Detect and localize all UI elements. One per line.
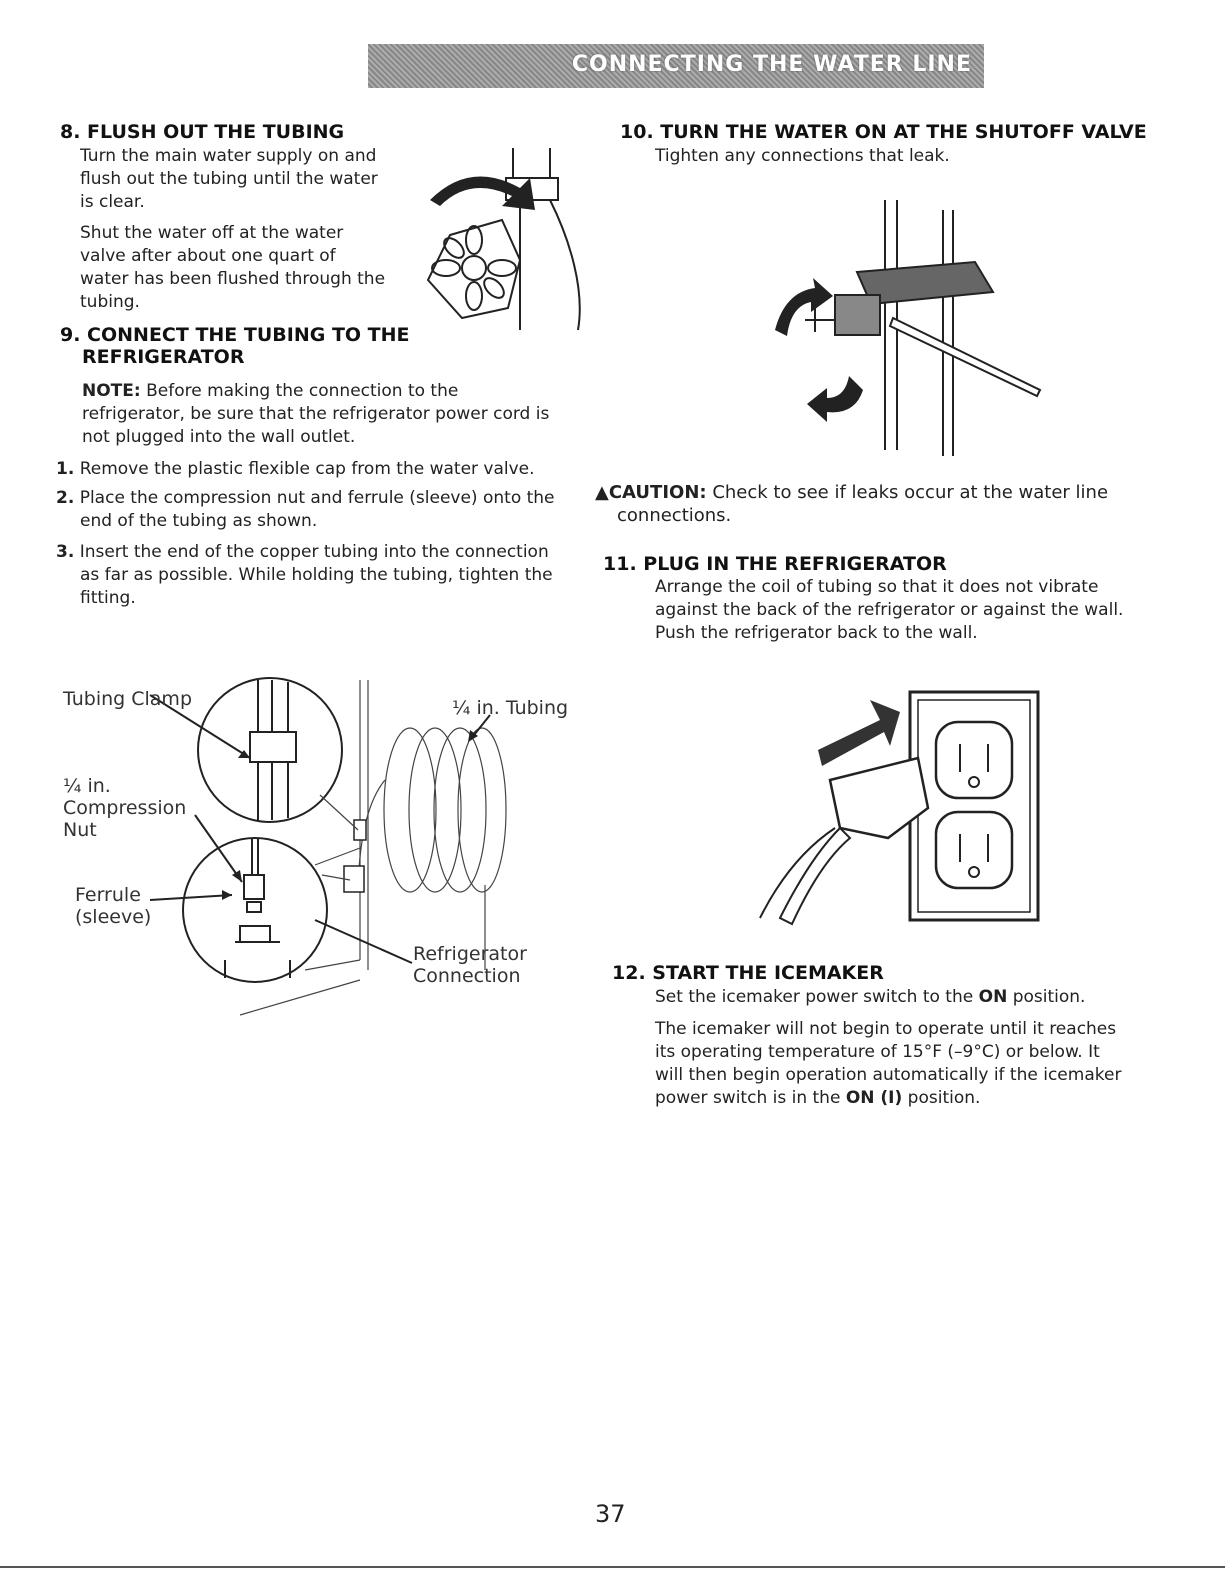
text-line: Check to see if leaks occur at the water line — [706, 482, 1109, 503]
page-number: 37 — [595, 1500, 626, 1528]
text-line: Shut the water off at the water — [80, 223, 344, 243]
text-line: end of the tubing as shown. — [80, 511, 318, 531]
caution-label: CAUTION: — [608, 482, 707, 503]
text-line: Remove the plastic flexible cap from the water valve. — [79, 459, 535, 479]
step9-note — [82, 380, 549, 449]
text-line: not plugged into the wall outlet. — [82, 427, 356, 447]
step10-text: Tighten any connections that leak. — [655, 146, 950, 166]
step11-text — [655, 576, 1123, 645]
text-line: refrigerator, be sure that the refrigerator power cord is — [82, 404, 550, 424]
text-line: against the back of the refrigerator or against the wall. — [655, 600, 1124, 620]
text-line: will then begin operation automatically if the icemaker — [655, 1065, 1122, 1085]
text-line: Before making the connection to the — [140, 381, 459, 401]
step8-paragraph1 — [80, 145, 378, 214]
saddle-valve-illustration — [775, 200, 1050, 465]
step8-heading: 8. FLUSH OUT THE TUBING — [60, 121, 345, 143]
on-label: ON — [978, 987, 1008, 1007]
heading-line: REFRIGERATOR — [82, 346, 245, 368]
label-line: Nut — [63, 819, 97, 841]
label-tubing: ¼ in. Tubing — [452, 697, 569, 719]
text-line: flush out the tubing until the water — [80, 169, 378, 189]
text-line: is clear. — [80, 192, 145, 212]
text-line: tubing. — [80, 292, 140, 312]
text-line: its operating temperature of 15°F (–9°C) or below. It — [655, 1042, 1100, 1062]
list-number: 3. — [56, 542, 75, 562]
step12-paragraph2 — [655, 1018, 1121, 1110]
section-banner — [368, 44, 984, 88]
label-refrigerator-connection — [413, 943, 527, 987]
shutoff-valve-illustration — [410, 140, 590, 335]
step10-heading: 10. TURN THE WATER ON AT THE SHUTOFF VALVE — [620, 121, 1147, 143]
text-line: Insert the end of the copper tubing into the connection — [79, 542, 549, 562]
step12-heading: 12. START THE ICEMAKER — [612, 962, 884, 984]
label-line: ¼ in. — [63, 775, 111, 797]
text-line: valve after about one quart of — [80, 246, 336, 266]
note-label: NOTE: — [82, 381, 141, 401]
bottom-rule — [0, 1566, 1225, 1568]
text-line: Turn the main water supply on and — [80, 146, 377, 166]
text-run: Set the icemaker power switch to the — [655, 987, 979, 1007]
label-line: Ferrule — [75, 884, 141, 906]
text-line: water has been flushed through the — [80, 269, 386, 289]
step8-paragraph2 — [80, 222, 385, 314]
text-run: position. — [1007, 987, 1086, 1007]
section-title: CONNECTING THE WATER LINE — [571, 52, 972, 77]
text-line: connections. — [617, 505, 732, 526]
caution-block — [595, 481, 1108, 527]
label-line: Compression — [63, 797, 187, 819]
text-run: power switch is in the — [655, 1088, 846, 1108]
text-run: position. — [902, 1088, 981, 1108]
text-line: fitting. — [80, 588, 136, 608]
step12-paragraph1 — [655, 986, 1085, 1009]
text-line: Place the compression nut and ferrule (sleeve) onto the — [79, 488, 555, 508]
list-number: 2. — [56, 488, 75, 508]
list-item — [56, 458, 535, 481]
text-line: Arrange the coil of tubing so that it does not vibrate — [655, 577, 1099, 597]
list-number: 1. — [56, 459, 75, 479]
list-item — [56, 541, 553, 610]
label-ferrule — [75, 884, 151, 928]
label-line: Connection — [413, 965, 521, 987]
list-item — [56, 487, 555, 533]
heading-line: 9. CONNECT THE TUBING TO THE — [60, 324, 410, 346]
label-compression-nut — [63, 775, 186, 841]
plug-outlet-illustration — [740, 688, 1045, 943]
step11-heading: 11. PLUG IN THE REFRIGERATOR — [603, 553, 947, 575]
label-line: Refrigerator — [413, 943, 527, 965]
label-line: (sleeve) — [75, 906, 152, 928]
text-line: The icemaker will not begin to operate until it reaches — [655, 1019, 1117, 1039]
text-line: as far as possible. While holding the tubing, tighten the — [80, 565, 553, 585]
on-i-label: ON (I) — [845, 1088, 903, 1108]
warning-triangle-icon: ▲ — [595, 482, 609, 503]
text-line: Push the refrigerator back to the wall. — [655, 623, 978, 643]
step9-heading — [60, 324, 410, 368]
label-tubing-clamp: Tubing Clamp — [63, 688, 193, 710]
